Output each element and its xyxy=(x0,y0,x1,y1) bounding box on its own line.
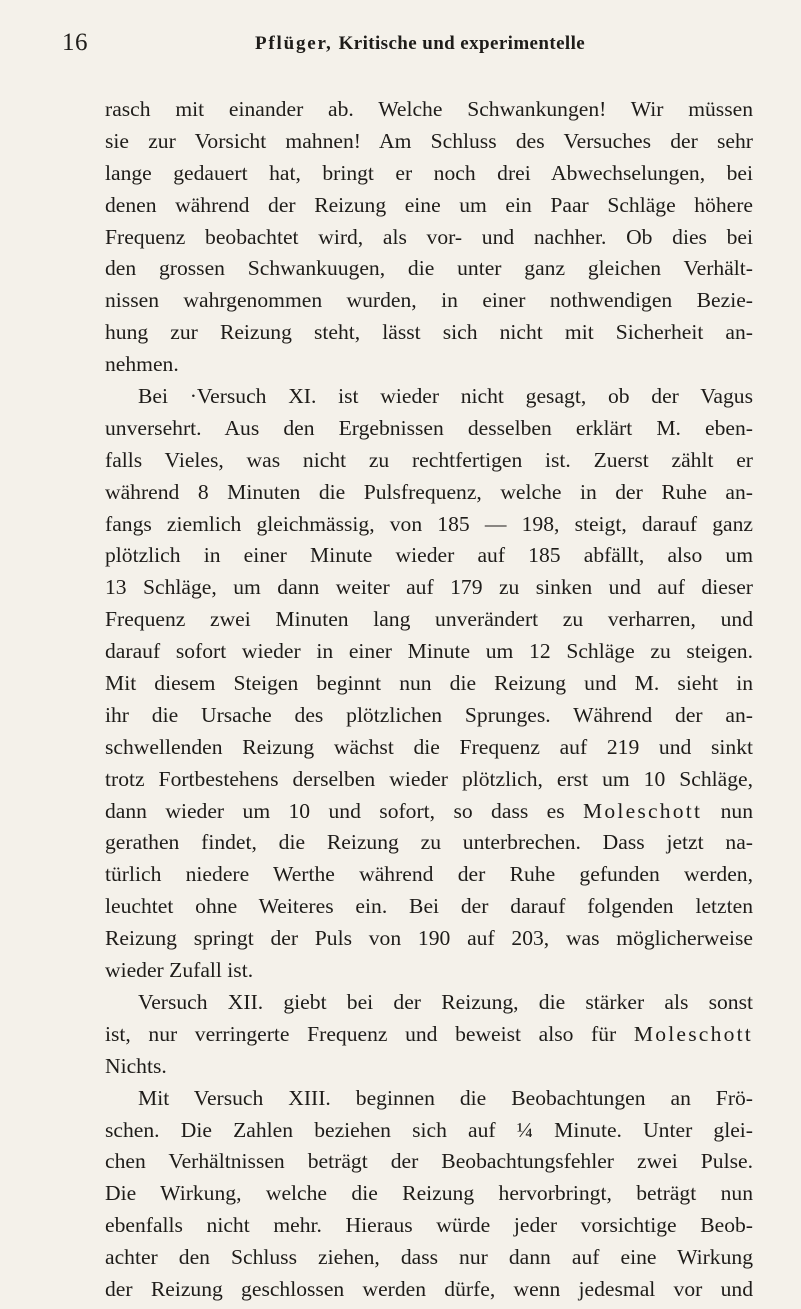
text-line: denen während der Reizung eine um ein Paar Schläge höhere xyxy=(105,192,753,217)
text-line: 13 Schläge, um dann weiter auf 179 zu sinken und auf dieser xyxy=(105,575,753,600)
spaced-name: Moleschott xyxy=(583,798,703,823)
text-line: trotz Fortbestehens derselben wieder plötzlich, erst um 10 Schläge, xyxy=(105,766,753,791)
text-line: Nichts. xyxy=(105,1053,167,1078)
text-line: ihr die Ursache des plötzlichen Sprunges. Während der an- xyxy=(105,702,753,727)
text-line: ist, nur verringerte Frequenz und beweist also für Moleschott xyxy=(105,1021,753,1046)
text-line: den grossen Schwankuugen, die unter ganz gleichen Verhält- xyxy=(105,256,753,281)
text-line: darauf sofort wieder in einer Minute um 12 Schläge zu steigen. xyxy=(105,639,753,664)
running-head-author: Pflüger, xyxy=(255,33,333,54)
running-head-title: Kritische und experimentelle xyxy=(338,33,586,54)
text-line: Versuch XII. giebt bei der Reizung, die stärker als sonst xyxy=(138,989,753,1014)
text-line: plötzlich in einer Minute wieder auf 185 abfällt, also um xyxy=(105,543,753,568)
text-line: achter den Schluss ziehen, dass nur dann auf eine Wirkung xyxy=(105,1245,753,1270)
text-line: Bei ·Versuch XI. ist wieder nicht gesagt, ob der Vagus xyxy=(138,384,753,409)
text-line: Mit diesem Steigen beginnt nun die Reizung und M. sieht in xyxy=(105,671,753,696)
text-line: gerathen findet, die Reizung zu unterbrechen. Dass jetzt na- xyxy=(105,830,753,855)
text-line: der Reizung geschlossen werden dürfe, wenn jedesmal vor und xyxy=(105,1276,753,1301)
text-line: hung zur Reizung steht, lässt sich nicht mit Sicherheit an- xyxy=(105,320,753,345)
text-line: unversehrt. Aus den Ergebnissen desselben erklärt M. eben- xyxy=(105,415,753,440)
text-line: rasch mit einander ab. Welche Schwankungen! Wir müssen xyxy=(105,97,753,121)
text-line: leuchtet ohne Weiteres ein. Bei der darauf folgenden letzten xyxy=(105,894,753,919)
text-line: schen. Die Zahlen beziehen sich auf ¼ Minute. Unter glei- xyxy=(105,1117,753,1142)
text-line: Frequenz beobachtet wird, als vor- und nachher. Ob dies bei xyxy=(105,224,753,249)
text-line: schwellenden Reizung wächst die Frequenz auf 219 und sinkt xyxy=(105,734,753,759)
text-line: ebenfalls nicht mehr. Hieraus würde jeder vorsichtige Beob- xyxy=(105,1213,753,1238)
page-number: 16 xyxy=(62,29,88,56)
text-line: falls Vieles, was nicht zu rechtfertigen ist. Zuerst zählt er xyxy=(105,447,753,472)
text-line: lange gedauert hat, bringt er noch drei Abwechselungen, bei xyxy=(105,160,753,185)
text-line: Die Wirkung, welche die Reizung hervorbringt, beträgt nun xyxy=(105,1181,753,1206)
running-head xyxy=(255,32,585,56)
body-text xyxy=(105,94,753,1306)
text-line: chen Verhältnissen beträgt der Beobachtungsfehler zwei Pulse. xyxy=(105,1149,753,1174)
text-line: Reizung springt der Puls von 190 auf 203, was möglicherweise xyxy=(105,926,753,951)
text-line: während 8 Minuten die Pulsfrequenz, welche in der Ruhe an- xyxy=(105,479,753,504)
text-line: fangs ziemlich gleichmässig, von 185 — 198, steigt, darauf ganz xyxy=(105,511,753,536)
spaced-name: Moleschott xyxy=(633,1021,753,1046)
text-line: Frequenz zwei Minuten lang unverändert zu verharren, und xyxy=(105,607,753,632)
text-line: Mit Versuch XIII. beginnen die Beobachtungen an Frö- xyxy=(138,1085,753,1110)
text-line: sie zur Vorsicht mahnen! Am Schluss des Versuches der sehr xyxy=(105,128,753,153)
text-line: wieder Zufall ist. xyxy=(105,958,254,983)
text-line: nissen wahrgenommen wurden, in einer nothwendigen Bezie- xyxy=(105,288,753,313)
text-line: nehmen. xyxy=(105,352,179,377)
text-line: dann wieder um 10 und sofort, so dass es Moleschott nun xyxy=(105,798,753,823)
text-line: türlich niedere Werthe während der Ruhe gefunden werden, xyxy=(105,862,753,887)
